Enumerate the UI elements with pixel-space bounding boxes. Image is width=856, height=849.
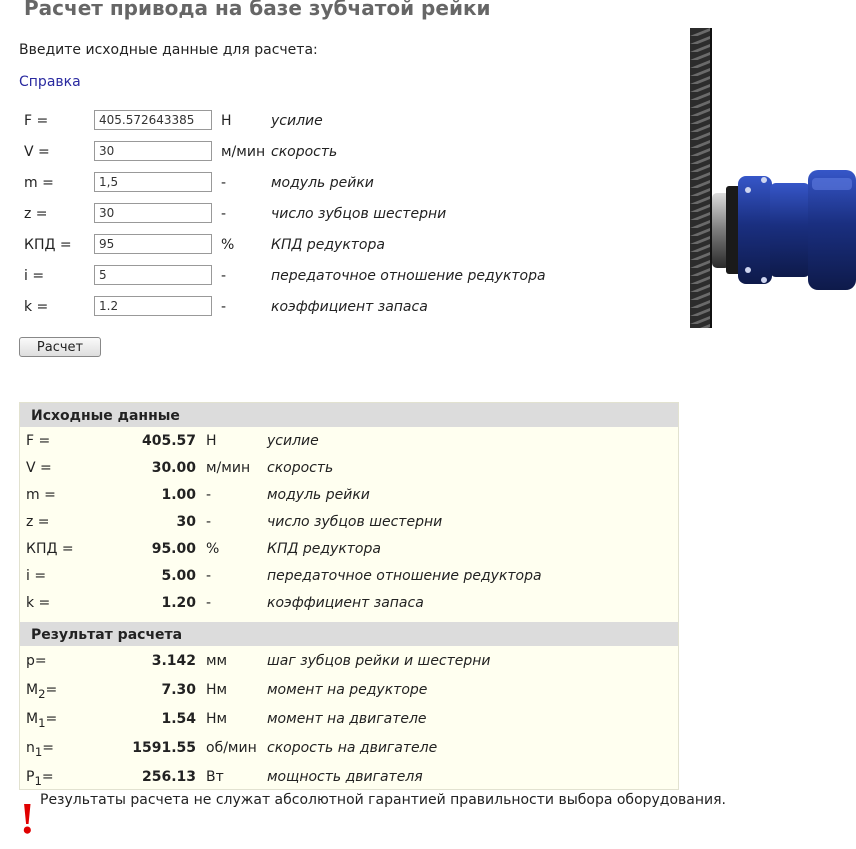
- result-value: 30.00: [151, 460, 196, 476]
- field-unit: Н: [221, 113, 232, 129]
- rack-pinion-gearbox-icon: [690, 28, 856, 328]
- field-description: модуль рейки: [271, 175, 374, 191]
- calculate-button[interactable]: Расчет: [19, 337, 101, 357]
- result-description: шаг зубцов рейки и шестерни: [267, 653, 491, 669]
- form-row-i: [24, 265, 584, 289]
- result-value: 405.57: [141, 433, 196, 449]
- field-unit: -: [221, 206, 227, 222]
- table-row: [20, 649, 678, 678]
- result-label: $M_2=$: [26, 682, 58, 701]
- force-input[interactable]: [94, 110, 212, 130]
- results-panel: [19, 402, 679, 790]
- result-unit: Вт: [206, 769, 224, 785]
- disclaimer-text: Результаты расчета не служат абсолютной гарантией правильности выбора оборудования.: [40, 792, 726, 808]
- field-label: i =: [24, 268, 45, 284]
- field-label: КПД =: [24, 237, 72, 253]
- result-label: F =: [26, 433, 51, 449]
- table-row: [20, 678, 678, 707]
- speed-input[interactable]: [94, 141, 212, 161]
- teeth-count-input[interactable]: [94, 203, 212, 223]
- table-row: [20, 429, 678, 456]
- result-unit: -: [206, 514, 212, 530]
- field-description: скорость: [271, 144, 338, 160]
- intro-text: Введите исходные данные для расчета:: [19, 42, 318, 58]
- form-row-z: [24, 203, 584, 227]
- result-value: 1.00: [161, 487, 196, 503]
- field-description: число зубцов шестерни: [271, 206, 447, 222]
- form-row-v: [24, 141, 584, 165]
- result-description: передаточное отношение редуктора: [267, 568, 542, 584]
- result-value: 7.30: [161, 682, 196, 698]
- result-value: 5.00: [161, 568, 196, 584]
- result-description: число зубцов шестерни: [267, 514, 443, 530]
- result-unit: %: [206, 541, 220, 557]
- table-row: [20, 537, 678, 564]
- table-row: [20, 564, 678, 591]
- result-description: КПД редуктора: [267, 541, 381, 557]
- result-heading: Результат расчета: [20, 622, 678, 646]
- result-label: i =: [26, 568, 47, 584]
- table-row: [20, 765, 678, 791]
- result-value: 30: [176, 514, 196, 530]
- warning-icon: !: [20, 794, 35, 843]
- table-row: [20, 736, 678, 765]
- safety-factor-input[interactable]: [94, 296, 212, 316]
- field-description: передаточное отношение редуктора: [271, 268, 546, 284]
- result-unit: мм: [206, 653, 228, 669]
- result-label: p=: [26, 653, 47, 669]
- result-unit: -: [206, 568, 212, 584]
- result-label: $P_1=$: [26, 769, 54, 788]
- result-description: скорость: [267, 460, 334, 476]
- field-label: z =: [24, 206, 48, 222]
- field-unit: м/мин: [221, 144, 266, 160]
- efficiency-input[interactable]: [94, 234, 212, 254]
- module-input[interactable]: [94, 172, 212, 192]
- form-row-efficiency: [24, 234, 584, 258]
- field-unit: -: [221, 299, 227, 315]
- field-label: V =: [24, 144, 50, 160]
- result-unit: об/мин: [206, 740, 257, 756]
- result-label: k =: [26, 595, 51, 611]
- field-label: F =: [24, 113, 49, 129]
- result-unit: -: [206, 595, 212, 611]
- result-value: 1.54: [161, 711, 196, 727]
- table-row: [20, 483, 678, 510]
- result-value: 3.142: [151, 653, 196, 669]
- result-value: 95.00: [151, 541, 196, 557]
- form-row-f: [24, 110, 584, 134]
- result-value: 1591.55: [132, 740, 196, 756]
- result-description: коэффициент запаса: [267, 595, 424, 611]
- field-description: КПД редуктора: [271, 237, 385, 253]
- field-description: коэффициент запаса: [271, 299, 428, 315]
- result-label: КПД =: [26, 541, 74, 557]
- result-unit: Н: [206, 433, 217, 449]
- result-unit: Нм: [206, 682, 228, 698]
- result-label: $n_1=$: [26, 740, 55, 759]
- result-description: усилие: [267, 433, 319, 449]
- field-label: m =: [24, 175, 54, 191]
- result-label: V =: [26, 460, 52, 476]
- result-description: модуль рейки: [267, 487, 370, 503]
- result-description: скорость на двигателе: [267, 740, 438, 756]
- result-description: мощность двигателя: [267, 769, 423, 785]
- table-row: [20, 456, 678, 483]
- result-unit: м/мин: [206, 460, 251, 476]
- result-unit: -: [206, 487, 212, 503]
- form-row-k: [24, 296, 584, 320]
- result-label: m =: [26, 487, 56, 503]
- result-label: z =: [26, 514, 50, 530]
- form-row-m: [24, 172, 584, 196]
- field-unit: -: [221, 268, 227, 284]
- result-description: момент на редукторе: [267, 682, 428, 698]
- input-data-heading: Исходные данные: [20, 403, 678, 427]
- field-unit: -: [221, 175, 227, 191]
- table-row: [20, 707, 678, 736]
- result-unit: Нм: [206, 711, 228, 727]
- result-label: $M_1=$: [26, 711, 58, 730]
- table-row: [20, 591, 678, 618]
- field-label: k =: [24, 299, 49, 315]
- page-title: Расчет привода на базе зубчатой рейки: [24, 0, 491, 20]
- gear-ratio-input[interactable]: [94, 265, 212, 285]
- help-link[interactable]: Справка: [19, 74, 81, 90]
- field-unit: %: [221, 237, 235, 253]
- table-row: [20, 510, 678, 537]
- result-value: 256.13: [141, 769, 196, 785]
- field-description: усилие: [271, 113, 323, 129]
- result-description: момент на двигателе: [267, 711, 427, 727]
- result-value: 1.20: [161, 595, 196, 611]
